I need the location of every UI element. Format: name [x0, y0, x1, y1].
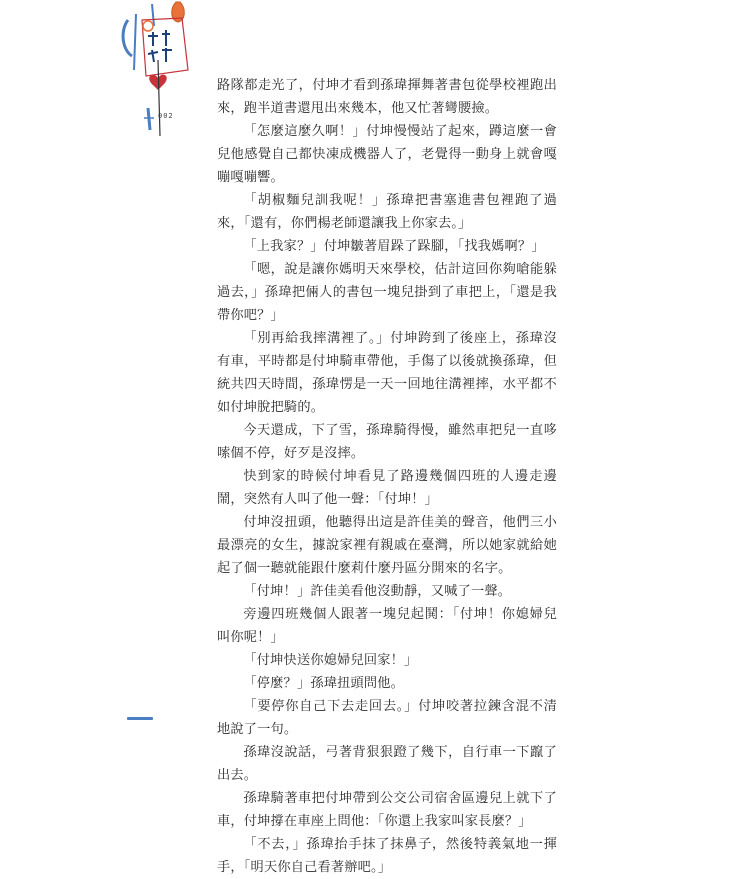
paragraph: 「嗯，說是讓你媽明天來學校，估計這回你夠嗆能躲過去，」孫瑋把倆人的書包一塊兒掛到了車把上，「還是我帶你吧？」: [217, 262, 557, 323]
body-text: [217, 74, 557, 879]
paragraph: 「胡椒麵兒訓我呢！」孫瑋把書塞進書包裡跑了過來，「還有，你們楊老師還讓我上你家去。」: [217, 193, 557, 231]
paragraph: 路隊都走光了，付坤才看到孫瑋揮舞著書包從學校裡跑出來，跑半道書還甩出來幾本，他又忙著彎腰撿。: [217, 78, 557, 116]
paragraph: 快到家的時候付坤看見了路邊幾個四班的人邊走邊鬧，突然有人叫了他一聲：「付坤！」: [217, 469, 557, 507]
page-number: 002: [158, 112, 174, 120]
paragraph: 「停麼？」孫瑋扭頭問他。: [243, 676, 405, 691]
paragraph: 孫瑋騎著車把付坤帶到公交公司宿舍區邊兒上就下了車，付坤撐在車座上問他：「你還上我家叫家長麼？」: [217, 791, 557, 829]
paragraph: 「付坤快送你媳婦兒回家！」: [243, 653, 418, 668]
paragraph: 付坤沒扭頭，他聽得出這是許佳美的聲音，他們三小最漂亮的女生，據說家裡有親戚在臺灣，所以她家就給她起了個一聽就能跟什麼莉什麼丹區分開來的名字。: [217, 515, 557, 576]
paragraph: 旁邊四班幾個人跟著一塊兒起鬨：「付坤！你媳婦兒叫你呢！」: [217, 607, 557, 645]
footer-accent-bar: [127, 717, 153, 720]
paragraph: 「上我家？」付坤皺著眉跺了跺腳，「找我媽啊？」: [243, 239, 545, 254]
paragraph: 「不去，」孫瑋抬手抹了抹鼻子，然後特義氣地一揮手，「明天你自己看著辦吧。」: [217, 837, 557, 875]
paragraph: 「別再給我摔溝裡了。」付坤跨到了後座上，孫瑋沒有車，平時都是付坤騎車帶他，手傷了以後就換孫瑋，但統共四天時間，孫瑋愣是一天一回地往溝裡摔，水平都不如付坤脫把騎的。: [217, 331, 557, 415]
paragraph: 今天還成，下了雪，孫瑋騎得慢，雖然車把兒一直哆嗦個不停，好歹是沒摔。: [217, 423, 557, 461]
paragraph: 「要停你自己下去走回去。」付坤咬著拉鍊含混不清地說了一句。: [217, 699, 557, 737]
paragraph: 「怎麼這麼久啊！」付坤慢慢站了起來，蹲這麼一會兒他感覺自己都快凍成機器人了，老覺得一動身上就會嘎嘣嘎嘣響。: [217, 124, 557, 185]
paragraph: 孫瑋沒說話，弓著背狠狠蹬了幾下，自行車一下躥了出去。: [217, 745, 557, 783]
paragraph: 「付坤！」許佳美看他沒動靜，又喊了一聲。: [243, 584, 512, 599]
